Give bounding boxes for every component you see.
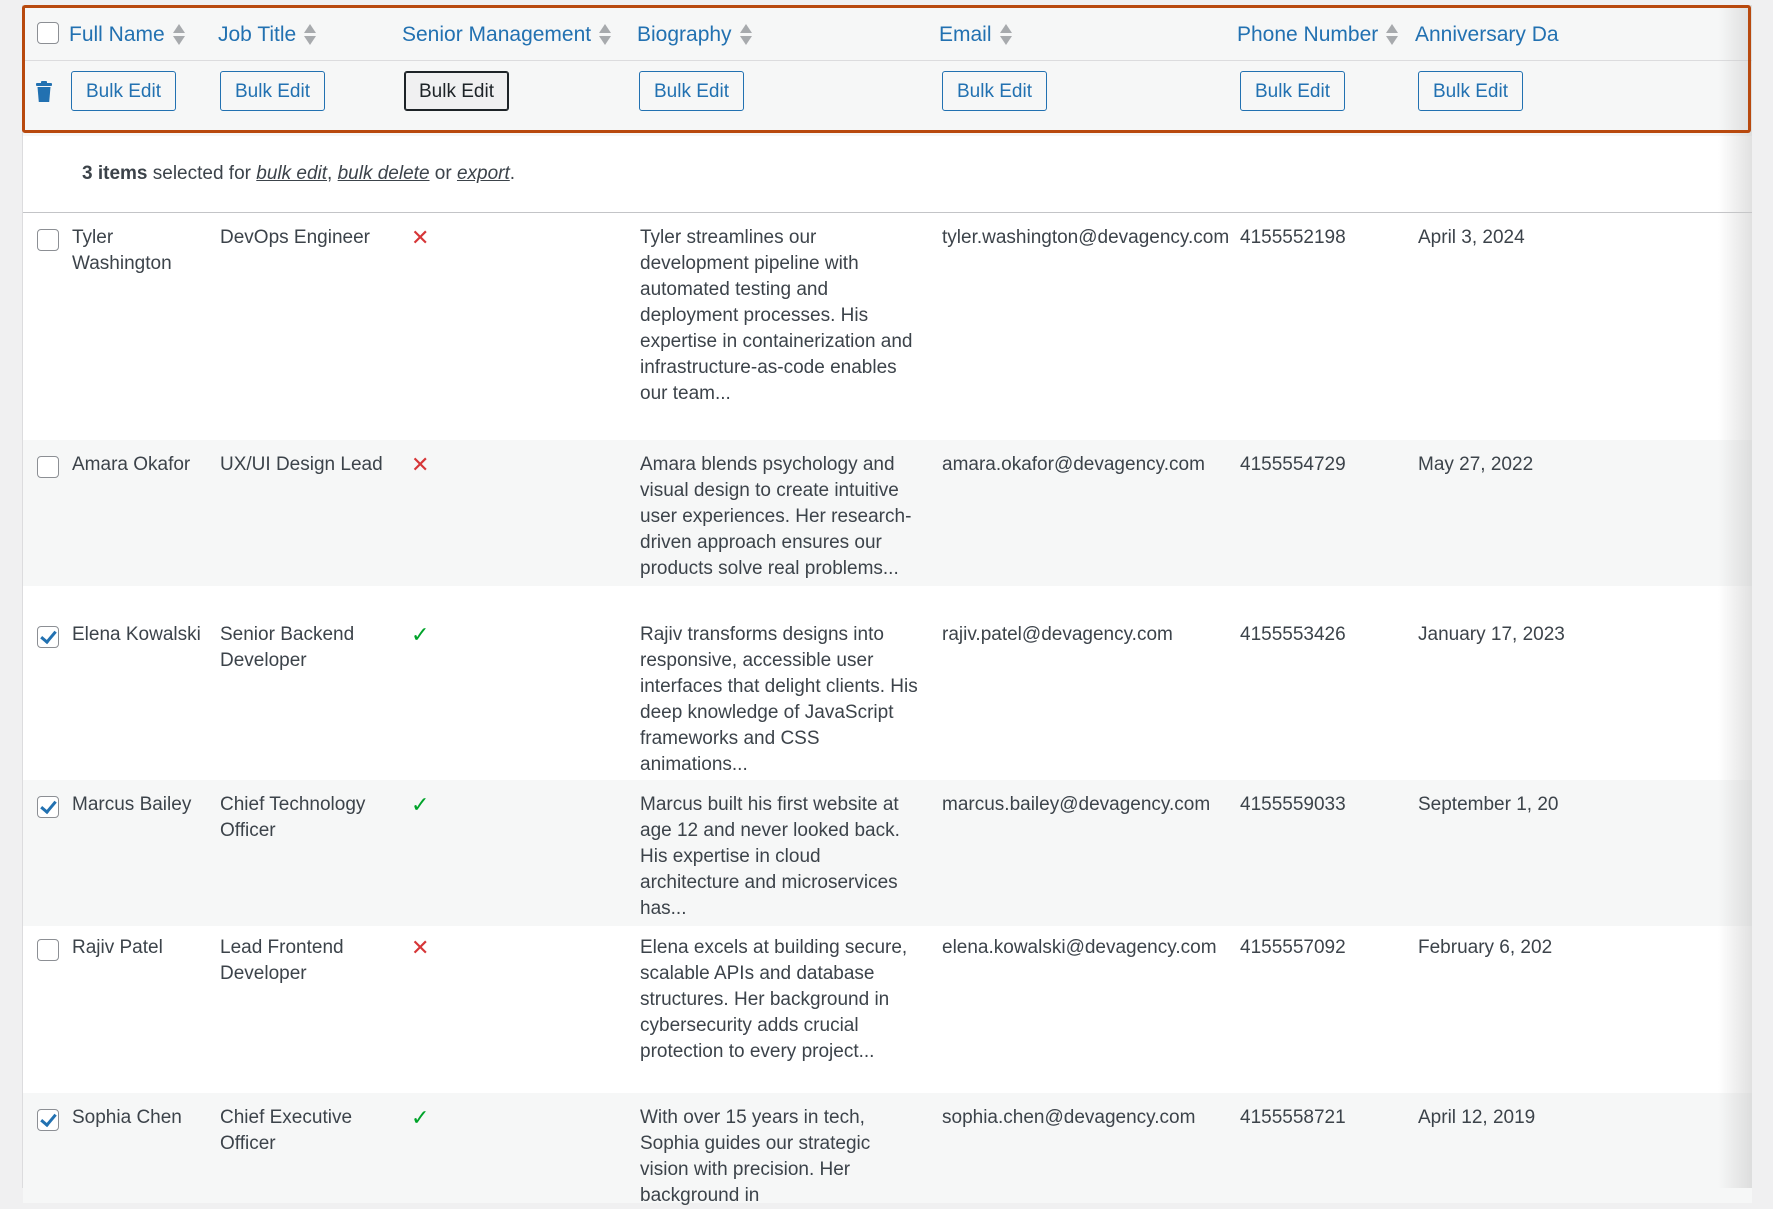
email-cell: amara.okafor@devagency.com — [942, 454, 1205, 475]
row-checkbox[interactable] — [37, 626, 59, 648]
column-label: Phone Number — [1237, 23, 1379, 46]
anniversary-cell: April 3, 2024 — [1418, 227, 1525, 248]
bulk-edit-link[interactable]: bulk edit — [256, 163, 328, 184]
selection-separator: , — [327, 163, 338, 184]
biography-cell: Amara blends psychology and visual design to create intuitive user experiences. Her research-driven approach ensures our products solve real problems... — [640, 454, 912, 579]
row-checkbox[interactable] — [37, 796, 59, 818]
anniversary-cell: May 27, 2022 — [1418, 454, 1534, 475]
selection-info — [23, 137, 1752, 213]
phone-cell: 4155559033 — [1240, 794, 1346, 815]
table-row — [23, 1093, 1752, 1206]
bulk-edit-email-button[interactable]: Bulk Edit — [942, 71, 1047, 111]
close-icon: ✕ — [411, 935, 430, 960]
column-email[interactable] — [939, 23, 1012, 47]
column-label: Senior Management — [402, 23, 592, 46]
full-name-cell: Sophia Chen — [72, 1107, 182, 1128]
bulk-edit-biography-button[interactable]: Bulk Edit — [639, 71, 744, 111]
close-icon: ✕ — [411, 225, 430, 250]
column-label: Anniversary Da — [1415, 23, 1559, 46]
column-label: Job Title — [218, 23, 297, 46]
selected-count: 3 items — [82, 163, 148, 184]
column-senior-management[interactable] — [402, 23, 611, 47]
phone-cell: 4155558721 — [1240, 1107, 1346, 1128]
email-cell: marcus.bailey@devagency.com — [942, 794, 1211, 815]
job-title-cell: Chief Executive Officer — [220, 1107, 353, 1154]
biography-cell: Tyler streamlines our development pipeline with automated testing and deployment processes. His expertise in containerization and infrastructure-as-code enables our team... — [640, 227, 913, 404]
job-title-cell: DevOps Engineer — [220, 227, 370, 248]
bulk-delete-link[interactable]: bulk delete — [337, 163, 430, 184]
trash-icon[interactable] — [35, 81, 53, 103]
bulk-edit-phone-number-button[interactable]: Bulk Edit — [1240, 71, 1345, 111]
full-name-cell: Marcus Bailey — [72, 794, 192, 815]
table-row — [23, 780, 1752, 926]
column-label: Email — [939, 23, 992, 46]
table-header — [23, 5, 1752, 61]
sort-icon — [304, 23, 316, 47]
sort-icon — [1000, 23, 1012, 47]
full-name-cell: Tyler Washington — [72, 227, 172, 274]
phone-cell: 4155552198 — [1240, 227, 1346, 248]
column-full-name[interactable] — [69, 23, 185, 47]
full-name-cell: Rajiv Patel — [72, 937, 163, 958]
full-name-cell: Amara Okafor — [72, 454, 191, 475]
email-cell: sophia.chen@devagency.com — [942, 1107, 1196, 1128]
column-label: Biography — [637, 23, 732, 46]
column-job-title[interactable] — [218, 23, 316, 47]
table-row — [23, 610, 1752, 775]
table-row — [23, 213, 1752, 413]
bulk-edit-job-title-button[interactable]: Bulk Edit — [220, 71, 325, 111]
bulk-edit-anniversary-date-button[interactable]: Bulk Edit — [1418, 71, 1523, 111]
phone-cell: 4155557092 — [1240, 937, 1346, 958]
full-name-cell: Elena Kowalski — [72, 624, 201, 645]
sort-icon — [1386, 23, 1398, 47]
anniversary-cell: January 17, 2023 — [1418, 624, 1565, 645]
biography-cell: Elena excels at building secure, scalable APIs and database structures. Her background in cybersecurity adds crucial protection to every project... — [640, 937, 908, 1062]
row-checkbox[interactable] — [37, 939, 59, 961]
phone-cell: 4155554729 — [1240, 454, 1346, 475]
column-label: Full Name — [69, 23, 165, 46]
column-phone-number[interactable] — [1237, 23, 1398, 47]
select-all-checkbox[interactable] — [37, 22, 59, 44]
check-icon: ✓ — [411, 1105, 430, 1130]
email-cell: tyler.washington@devagency.com — [942, 227, 1230, 248]
job-title-cell: Chief Technology Officer — [220, 794, 366, 841]
sort-icon — [740, 23, 752, 47]
anniversary-cell: September 1, 20 — [1418, 794, 1559, 815]
check-icon: ✓ — [411, 792, 430, 817]
email-cell: elena.kowalski@devagency.com — [942, 937, 1217, 958]
sort-icon — [599, 23, 611, 47]
biography-cell: Rajiv transforms designs into responsive, accessible user interfaces that delight clients. His deep knowledge of JavaScript frameworks and CSS animations... — [640, 624, 918, 775]
job-title-cell: Lead Frontend Developer — [220, 937, 344, 984]
phone-cell: 4155553426 — [1240, 624, 1346, 645]
row-checkbox[interactable] — [37, 229, 59, 251]
job-title-cell: Senior Backend Developer — [220, 624, 355, 671]
bulk-edit-full-name-button[interactable]: Bulk Edit — [71, 71, 176, 111]
selection-end: . — [509, 163, 516, 184]
anniversary-cell: April 12, 2019 — [1418, 1107, 1536, 1128]
email-cell: rajiv.patel@devagency.com — [942, 624, 1173, 645]
column-anniversary-date[interactable] — [1415, 23, 1559, 47]
biography-cell: With over 15 years in tech, Sophia guides our strategic vision with precision. Her background in — [640, 1107, 871, 1206]
biography-cell: Marcus built his first website at age 12 and never looked back. His expertise in cloud architecture and microservices has... — [640, 794, 900, 919]
selection-text: selected for — [147, 163, 257, 184]
sort-icon — [173, 23, 185, 47]
selection-separator: or — [429, 163, 457, 184]
table-row — [23, 440, 1752, 586]
row-checkbox[interactable] — [37, 1109, 59, 1131]
anniversary-cell: February 6, 202 — [1418, 937, 1553, 958]
bulk-edit-senior-management-button[interactable]: Bulk Edit — [404, 71, 509, 111]
selection-info-text — [82, 163, 515, 185]
job-title-cell: UX/UI Design Lead — [220, 454, 383, 475]
close-icon: ✕ — [411, 452, 430, 477]
row-checkbox[interactable] — [37, 456, 59, 478]
table-panel — [22, 5, 1752, 1206]
bulk-edit-row — [23, 61, 1752, 136]
check-icon: ✓ — [411, 622, 430, 647]
column-biography[interactable] — [637, 23, 752, 47]
export-link[interactable]: export — [456, 163, 510, 184]
table-row — [23, 923, 1752, 1093]
